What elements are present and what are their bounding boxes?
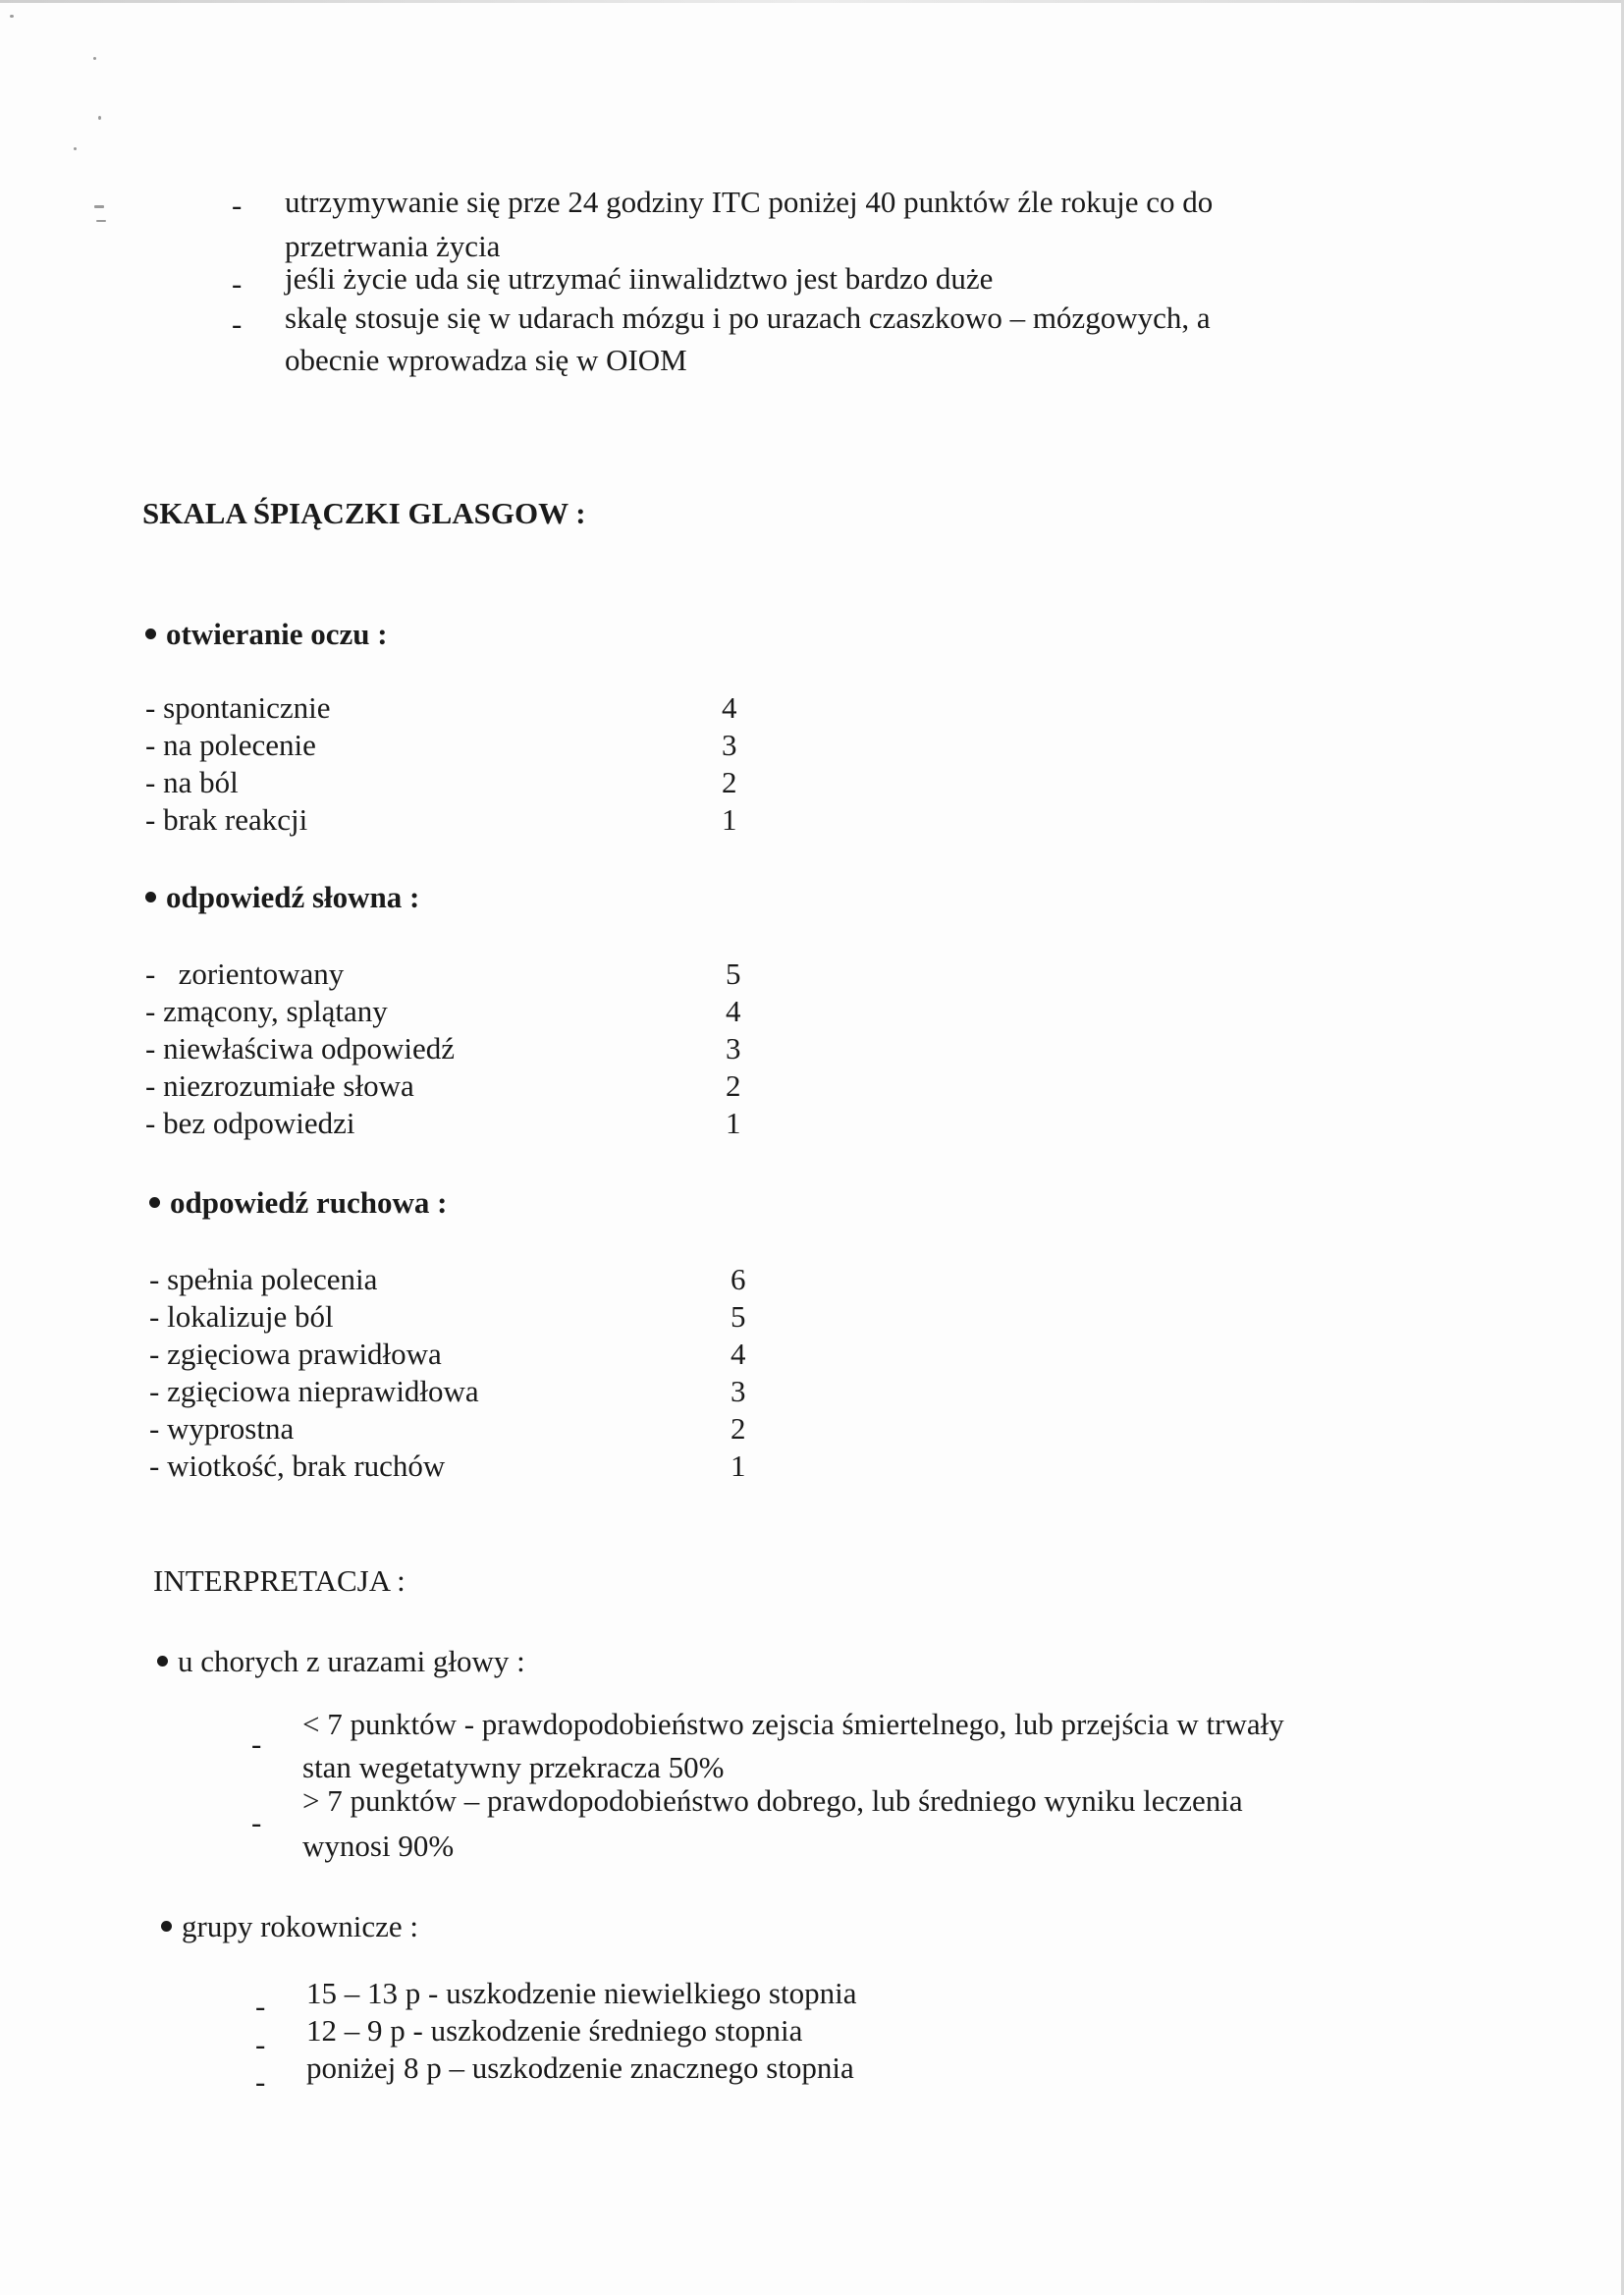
head-injury-heading-text: u chorych z urazami głowy : (178, 1644, 525, 1678)
score-value: 2 (726, 1068, 741, 1103)
score-label: niewłaściwa odpowiedź (163, 1031, 456, 1066)
section-heading-motor-text: odpowiedź ruchowa : (170, 1185, 448, 1220)
prognostic-item-3: poniżej 8 p – uszkodzenie znacznego stopnia (306, 2050, 854, 2085)
score-label: zorientowany (170, 956, 345, 991)
head-injury-item-2-line-1: > 7 punktów – prawdopodobieństwo dobrego, lub średniego wyniku leczenia (302, 1783, 1243, 1818)
scan-edge-top (0, 0, 1624, 3)
section-heading-eyes (145, 617, 388, 652)
score-label: brak reakcji (163, 802, 308, 837)
score-label: wyprostna (167, 1411, 295, 1446)
scan-speck (74, 147, 77, 150)
score-label: na ból (163, 765, 239, 799)
scan-speck (96, 220, 106, 222)
score-label: zgięciowa prawidłowa (167, 1337, 442, 1371)
list-dash: - (232, 188, 243, 222)
scan-speck (98, 116, 101, 120)
score-label: zgięciowa nieprawidłowa (167, 1374, 479, 1408)
score-label: spełnia polecenia (167, 1262, 378, 1296)
section-heading-motor (149, 1185, 447, 1221)
score-value: 1 (731, 1448, 746, 1483)
score-value: 3 (731, 1374, 746, 1408)
scan-speck (10, 15, 14, 18)
intro-item-3-line-2: obecnie wprowadza się w OIOM (285, 343, 687, 377)
list-dash: - (251, 1726, 262, 1761)
score-label: zmącony, splątany (163, 994, 388, 1028)
section-heading-eyes-text: otwieranie oczu : (166, 617, 388, 651)
scan-speck (94, 205, 104, 208)
head-injury-heading (157, 1644, 525, 1679)
list-dash: - (251, 1805, 262, 1839)
score-value: 3 (726, 1031, 741, 1066)
intro-item-1-line-2: przetrwania życia (285, 229, 501, 263)
score-value: 2 (731, 1411, 746, 1446)
section-heading-verbal (145, 880, 419, 915)
head-injury-item-1-line-1: < 7 punktów - prawdopodobieństwo zejscia śmiertelnego, lub przejścia w trwały (302, 1707, 1284, 1741)
bullet-dot (161, 1921, 172, 1932)
score-value: 6 (731, 1262, 746, 1296)
section-heading-verbal-text: odpowiedź słowna : (166, 880, 420, 914)
head-injury-item-2-line-2: wynosi 90% (302, 1829, 455, 1863)
score-label: spontanicznie (163, 690, 331, 725)
score-label: bez odpowiedzi (163, 1106, 355, 1140)
page-title: SKALA ŚPIĄCZKI GLASGOW : (142, 496, 586, 530)
head-injury-item-1-line-2: stan wegetatywny przekracza 50% (302, 1750, 725, 1784)
prognostic-heading-text: grupy rokownicze : (182, 1909, 419, 1943)
prognostic-item-1: 15 – 13 p - uszkodzenie niewielkiego stopnia (306, 1976, 857, 2010)
score-value: 1 (722, 802, 737, 837)
score-value: 4 (726, 994, 741, 1028)
bullet-dot (145, 892, 156, 902)
intro-item-3-line-1: skalę stosuje się w udarach mózgu i po urazach czaszkowo – mózgowych, a (285, 301, 1211, 335)
document-page: - utrzymywanie się prze 24 godziny ITC poniżej 40 punktów źle rokuje co do przetrwania życia - jeśli życie uda się utrzymać iinwalidztwo jest bardzo duże - skalę stosuje się w udarach mózgu i po urazach czaszkowo – mózgowych, a obecnie wprowadza się w OIOM SKALA ŚPIĄCZKI GLASGOW : otwieranie oczu : - spontanicznie 4 - na polecenie 3 - na ból 2 - brak reakcji 1 odpowiedź słowna : - zorientowany 5 - zmącony, splątany 4 - niewłaściwa odpowiedź 3 - niezrozumiałe słowa 2 - bez odpowiedzi 1 odpowiedź ruchowa : - spełnia polecenia 6 - lokalizuje ból 5 - zgięciowa prawidłowa 4 - zgięciowa nieprawidłowa 3 - wyprostna 2 - wiotkość, brak ruchów 1 INTERPRETACJA : u chorych z urazami głowy : - < 7 punktów - prawdopodobieństwo zejscia śmiertelnego, lub przejścia w trwały stan wegetatywny przekracza 50% - > 7 punktów – prawdopodobieństwo dobrego, lub średniego wyniku leczenia wynosi 90% grupy rokownicze : - 15 – 13 p - uszkodzenie niewielkiego stopnia - 12 – 9 p - uszkodzenie średniego stopnia - poniżej 8 p – uszkodzenie znacznego stopnia (0, 0, 1624, 2295)
bullet-dot (145, 628, 156, 639)
score-value: 3 (722, 728, 737, 762)
prognostic-item-2: 12 – 9 p - uszkodzenie średniego stopnia (306, 2013, 803, 2048)
score-label: na polecenie (163, 728, 316, 762)
score-value: 4 (722, 690, 737, 725)
bullet-dot (157, 1656, 168, 1667)
score-label: wiotkość, brak ruchów (167, 1448, 446, 1483)
score-value: 5 (731, 1299, 746, 1334)
prognostic-heading (161, 1909, 418, 1944)
intro-item-1-line-1: utrzymywanie się prze 24 godziny ITC poniżej 40 punktów źle rokuje co do (285, 185, 1214, 219)
list-dash: - (232, 306, 243, 341)
list-dash: - (255, 1989, 266, 2023)
list-dash: - (232, 266, 243, 301)
score-value: 1 (726, 1106, 741, 1140)
intro-item-2-line-1: jeśli życie uda się utrzymać iinwalidztwo jest bardzo duże (285, 261, 994, 296)
list-dash: - (255, 2027, 266, 2061)
score-value: 2 (722, 765, 737, 799)
score-label: niezrozumiałe słowa (163, 1068, 414, 1103)
scan-speck (93, 57, 96, 60)
list-dash: - (255, 2064, 266, 2099)
score-label: lokalizuje ból (167, 1299, 334, 1334)
interpretation-title: INTERPRETACJA : (153, 1563, 406, 1598)
score-value: 4 (731, 1337, 746, 1371)
score-value: 5 (726, 956, 741, 991)
bullet-dot (149, 1197, 160, 1208)
